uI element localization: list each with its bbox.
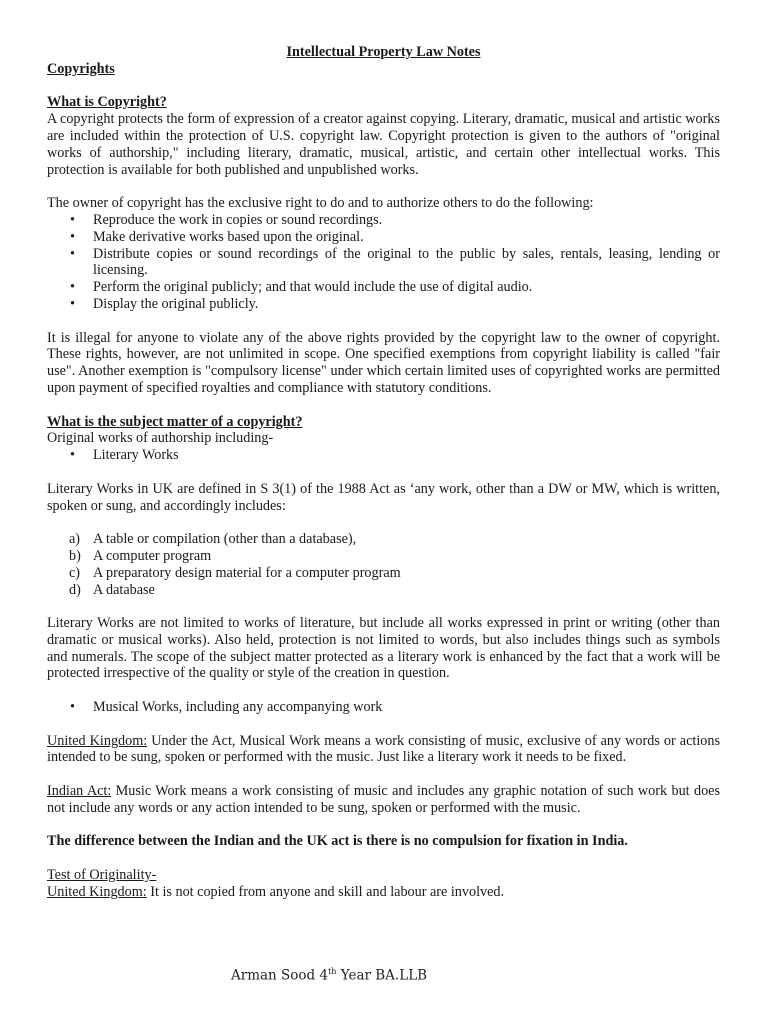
paragraph-uk-musical: United Kingdom: Under the Act, Musical Work means a work consisting of music, exclusive of any words or actions intended to be sung, spoken or performed with the music. Just like a literary work it needs to be fixed.: [47, 732, 720, 766]
bullet-icon: •: [70, 699, 75, 716]
bullet-icon: •: [70, 279, 75, 296]
spacer: [47, 850, 720, 867]
literary-includes-list: [47, 531, 720, 598]
bullet-icon: •: [70, 295, 75, 312]
uk-label: United Kingdom:: [47, 732, 148, 749]
paragraph-owner-rights: The owner of copyright has the exclusive right to do and to authorize others to do the following:: [47, 195, 594, 212]
document-body: [47, 44, 720, 901]
document-title-row: [47, 44, 720, 61]
spacer: [47, 514, 720, 531]
list-item: • Reproduce the work in copies or sound recordings.: [70, 211, 383, 228]
list-item: • Distribute copies or sound recordings of the original to the public by sales, rentals, leasing, lending or licensing.: [70, 245, 720, 279]
spacer: [47, 397, 720, 414]
india-label: Indian Act:: [47, 783, 112, 800]
spacer: [47, 766, 720, 783]
bullet-icon: •: [70, 245, 75, 262]
paragraph-original-works: Original works of authorship including-: [47, 430, 274, 447]
paragraph-test-uk: United Kingdom: It is not copied from anyone and skill and labour are involved.: [47, 883, 505, 900]
question-heading-subject-matter: What is the subject matter of a copyright?: [47, 413, 303, 430]
paragraph-literary-scope: Literary Works are not limited to works of literature, but include all works expressed in print or writing (other than dramatic or musical works). Also held, protection is not limited to words, but also includes things such as symbols and numerals. The scope of the subject matter protected as a literary work is enhanced by the fact that a work will be protected irrespective of the quality or style of the creation in question.: [47, 615, 720, 682]
spacer: [47, 313, 720, 330]
question-heading-copyright: What is Copyright?: [47, 94, 167, 111]
paragraph-difference: The difference between the Indian and the UK act is there is no compulsion for fixation in India.: [47, 833, 628, 850]
spacer: [47, 178, 720, 195]
list-item: • Perform the original publicly; and that would include the use of digital audio.: [70, 279, 533, 296]
paragraph-literary-definition: Literary Works in UK are defined in S 3(1) of the 1988 Act as ‘any work, other than a DW or MW, which is written, spoken or sung, and accordingly includes:: [47, 480, 720, 514]
list-item: b) A computer program: [69, 547, 212, 564]
subject-list-musical: [47, 699, 720, 716]
document-title: Intellectual Property Law Notes: [286, 44, 481, 60]
spacer: [47, 598, 720, 615]
test-uk-label: United Kingdom:: [47, 883, 147, 900]
paragraph-exemptions: It is illegal for anyone to violate any of the above rights provided by the copyright law to the owner of copyright. These rights, however, are not unlimited in scope. One specified exemptions from copyright liability is called "fair use". Another exemption is "compulsory license" under which certain limited uses of copyrighted works are permitted upon payment of specified royalties and compliance with statutory conditions.: [47, 329, 720, 396]
bullet-icon: •: [70, 211, 75, 228]
list-item: • Literary Works: [70, 447, 179, 464]
subject-list-literary: [47, 447, 720, 464]
list-item: • Display the original publicly.: [70, 295, 259, 312]
list-item: a) A table or compilation (other than a database),: [69, 531, 357, 548]
bullet-icon: •: [70, 228, 75, 245]
paragraph-copyright-definition: A copyright protects the form of expression of a creator against copying. Literary, dramatic, musical and artistic works are included within the protection of U.S. copyright law. Copyright protection is given to the authors of "original works of authorship," including literary, dramatic, musical, artistic, and certain other intellectual works. This protection is available for both published and unpublished works.: [47, 111, 720, 178]
test-of-originality-heading: Test of Originality-: [47, 867, 157, 884]
spacer: [47, 817, 720, 834]
paragraph-india-musical: Indian Act: Music Work means a work consisting of music and includes any graphic notation of such work but does not include any words or any action intended to be sung, spoken or performed with the music.: [47, 783, 720, 816]
list-item: c) A preparatory design material for a computer program: [69, 564, 401, 581]
list-item: • Musical Works, including any accompanying work: [70, 699, 383, 716]
spacer: [47, 464, 720, 481]
list-item: d) A database: [69, 581, 155, 598]
spacer: [47, 682, 720, 699]
list-item: • Make derivative works based upon the original.: [70, 228, 364, 245]
bullet-icon: •: [70, 447, 75, 464]
spacer: [47, 78, 720, 95]
rights-list: [47, 212, 720, 313]
spacer: [47, 716, 720, 733]
page-footer: Arman Sood 4th Year BA.LLB: [231, 967, 428, 984]
section-heading: Copyrights: [47, 60, 115, 77]
